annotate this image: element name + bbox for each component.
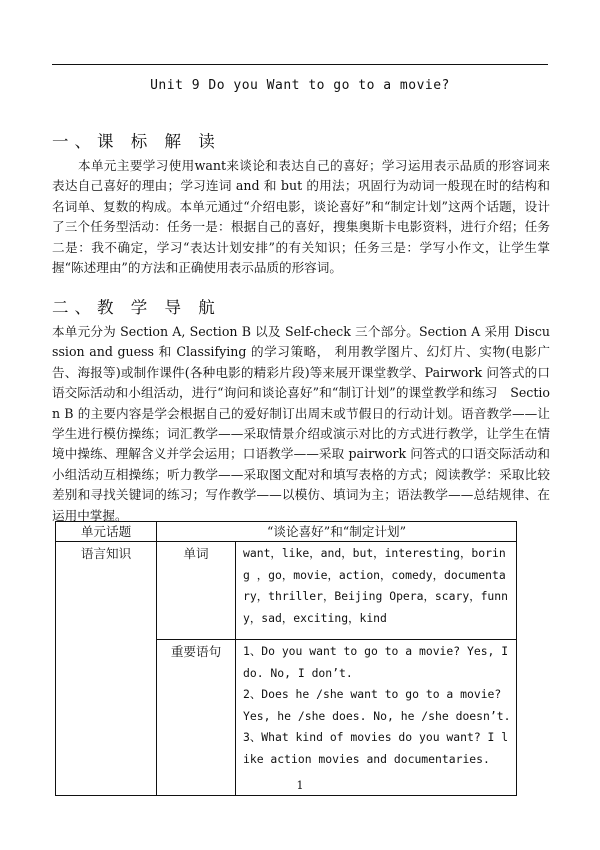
topic-label-cell: 单元话题 [56, 522, 157, 542]
vocab-label-cell: 单词 [157, 542, 236, 640]
table-header-row [56, 522, 517, 542]
vocab-content-cell: want，like，and，but，interesting，boring ，go，movie，action，comedy，documentary，thriller，Beijing Opera，scary，funny，sad，exciting，kind [236, 542, 517, 640]
document-title: Unit 9 Do you Want to go to a movie? [150, 78, 450, 93]
section-2-paragraph: 本单元分为 Section A, Section B 以及 Self-check 三个部分。Section A 采用 Discussion and guess 和 Classifying 的学习策略， 利用教学图片、幻灯片、实物(电影广告、海报等)或制作课件(各种电影的精彩片段)等来展开课堂教学、Pairwork 问答式的口语交际活动和小组活动，进行“询问和谈论喜好”和“制订计划”的课堂教学和练习 Section B 的主要内容是学会根据自己的爱好制订出周末或节假日的行动计划。语音教学——让学生进行模仿操练；词汇教学——采取情景介绍或演示对比的方式进行教学，让学生在情境中操练、理解含义并学会运用；口语教学——采取 pairwork 问答式的口语交际活动和小组活动互相操练；听力教学——采取图文配对和填写表格的方式；阅读教学：采取比较差别和寻找关键词的练习；写作教学——以模仿、填词为主；语法教学——总结规律、在运用中掌握。 [52, 324, 550, 523]
section-2-heading: 二、教 学 导 航 [52, 298, 221, 317]
header-rule [52, 64, 548, 65]
category-cell: 语言知识 [56, 542, 157, 796]
section-1-paragraph: 本单元主要学习使用want来谈论和表达自己的喜好；学习运用表示品质的形容词来表达自己喜好的理由；学习连词 and 和 but 的用法；巩固行为动词一般现在时的结构和名词单、复数的构成。本单元通过“介绍电影，谈论喜好”和“制定计划”这两个话题，设计了三个任务型活动：任务一是：根据自己的喜好，搜集奥斯卡电影资料，进行介绍；任务二是：我不确定，学习“表达计划安排”的有关知识；任务三是：学写小作文，让学生掌握“陈述理由”的方法和正确使用表示品质的形容词。 [52, 158, 550, 276]
section-1-heading: 一、课 标 解 读 [52, 132, 221, 151]
page-number: 1 [296, 779, 304, 792]
topic-value-cell: “谈论喜好”和“制定计划” [157, 522, 517, 542]
sentences-label-cell: 重要语句 [157, 640, 236, 796]
sentences-content-cell: 1、Do you want to go to a movie? Yes, I do. No, I don’t. 2、Does he /she want to go to a movie? Yes, he /she does. No, he /she doesn’t. 3、What kind of movies do you want? I like action movies and documentaries. [236, 640, 517, 796]
table-row [56, 542, 517, 640]
unit-summary-table [55, 521, 517, 796]
